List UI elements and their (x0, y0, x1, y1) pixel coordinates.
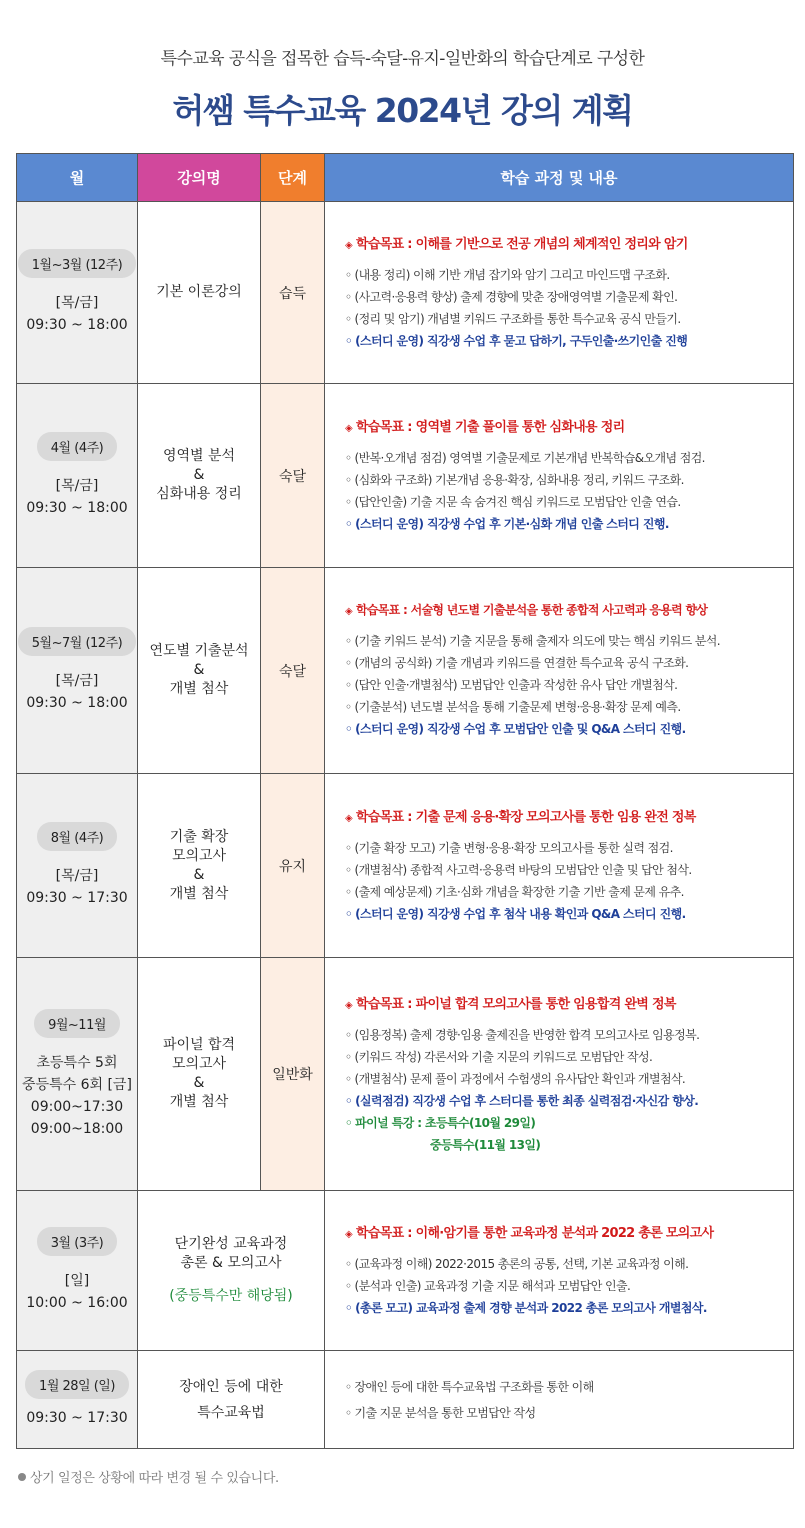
header-stage: 단계 (261, 154, 325, 202)
circle-bullet-icon: ◦ (345, 1049, 352, 1064)
schedule-days: [목/금] (55, 868, 99, 884)
header-month: 월 (17, 154, 138, 202)
lecture-cell (138, 1351, 325, 1449)
circle-bullet-icon: ◦ (345, 1301, 353, 1315)
circle-bullet-icon: ◦ (345, 334, 353, 348)
schedule-time: 09:30 ~ 18:00 (26, 500, 128, 516)
study-item-text: (스터디 운영) 직강생 수업 후 기본·심화 개념 인출 스터디 진행. (355, 517, 669, 531)
content-item-text: (사고력·응용력 향상) 출제 경향에 맞춘 장애영역별 기출문제 확인. (354, 290, 678, 304)
diamond-icon: ◈ (345, 1229, 352, 1240)
study-item (345, 718, 783, 740)
month-cell (17, 774, 138, 958)
table-row (17, 1351, 794, 1449)
content-item (345, 1046, 783, 1068)
table-row (17, 384, 794, 568)
content-item (345, 837, 783, 859)
final-lecture-text: 중등특수(11월 13일) (430, 1137, 541, 1152)
learning-goal (345, 416, 783, 435)
lecture-name: & (193, 662, 205, 678)
circle-bullet-icon: ◦ (345, 885, 352, 899)
schedule-time: 09:00~17:30 (30, 1098, 124, 1115)
lecture-plan-table (16, 153, 794, 1449)
page-subtitle: 특수교육 공식을 접목한 습득-숙달-유지-일반화의 학습단계로 구성한 (160, 49, 645, 69)
study-item-text: (스터디 운영) 직강생 수업 후 첨삭 내용 확인과 Q&A 스터디 진행. (355, 907, 686, 921)
schedule-time: 10:00 ~ 16:00 (26, 1295, 128, 1311)
month-cell (17, 568, 138, 774)
bullet-dot-icon (18, 1473, 26, 1481)
learning-goal (345, 1222, 783, 1241)
period-pill: 3월 (3주) (37, 1227, 117, 1256)
content-item (345, 1275, 783, 1297)
lecture-name: 장애인 등에 대한 (179, 1378, 283, 1395)
stage-cell: 일반화 (261, 958, 325, 1191)
content-item-text: 장애인 등에 대한 특수교육법 구조화를 통한 이해 (354, 1379, 594, 1394)
header-content: 학습 과정 및 내용 (325, 154, 794, 202)
content-cell (325, 384, 794, 568)
month-cell (17, 1351, 138, 1449)
study-item-text: (실력점검) 직강생 수업 후 스터디를 통한 최종 실력점검·자신감 향상. (355, 1093, 699, 1108)
content-item-text: (개념의 공식화) 기출 개념과 키워드를 연결한 특수교육 공식 구조화. (354, 656, 689, 670)
content-cell (325, 1351, 794, 1449)
lecture-name: 개별 첨삭 (169, 681, 229, 697)
lecture-note: (중등특수만 해당됨) (169, 1288, 293, 1304)
circle-bullet-icon: ◦ (345, 312, 352, 326)
content-item-text: (내용 정리) 이해 기반 개념 잡기와 암기 그리고 마인드맵 구조화. (354, 268, 670, 282)
schedule-time: 09:30 ~ 17:30 (26, 1410, 128, 1426)
final-lecture-item (345, 1112, 783, 1134)
content-cell (325, 774, 794, 958)
content-item (345, 469, 783, 491)
lecture-name: 총론 & 모의고사 (180, 1255, 282, 1271)
lecture-name: & (193, 866, 205, 883)
period-pill: 9월~11월 (34, 1009, 120, 1038)
circle-bullet-icon: ◦ (345, 1093, 353, 1108)
table-row (17, 202, 794, 384)
table-row (17, 568, 794, 774)
circle-bullet-icon: ◦ (345, 1071, 352, 1086)
study-item (345, 513, 783, 535)
study-item-text: (총론 모고) 교육과정 출제 경향 분석과 2022 총론 모의고사 개별첨삭. (355, 1301, 707, 1315)
learning-goal (345, 806, 783, 825)
content-item (345, 1024, 783, 1046)
content-item-text: (반복·오개념 점검) 영역별 기출문제로 기본개념 반복학습&오개념 점검. (354, 451, 705, 465)
diamond-icon: ◈ (345, 423, 352, 434)
content-cell (325, 958, 794, 1191)
content-item-text: (기출분석) 년도별 분석을 통해 기출문제 변형·응용·확장 문제 예측. (354, 700, 681, 714)
content-item (345, 1374, 783, 1400)
content-item-text: (정리 및 암기) 개념별 키워드 구조화를 통한 특수교육 공식 만들기. (354, 312, 681, 326)
circle-bullet-icon: ◦ (345, 1257, 352, 1271)
page-title: 허쌤 특수교육 2024년 강의 계획 (172, 91, 633, 130)
circle-bullet-icon: ◦ (345, 863, 352, 877)
schedule-days: [목/금] (55, 295, 99, 311)
circle-bullet-icon: ◦ (345, 700, 352, 714)
study-item (345, 1090, 783, 1112)
page-header (0, 0, 805, 152)
schedule-days: [목/금] (55, 478, 99, 494)
goal-text: 학습목표 : 이해·암기를 통한 교육과정 분석과 2022 총론 모의고사 (356, 1226, 714, 1241)
content-item-text: (출제 예상문제) 기초·심화 개념을 확장한 기출 기반 출제 문제 유추. (354, 885, 684, 899)
content-item-text: (기출 키워드 분석) 기출 지문을 통해 출제자 의도에 맞는 핵심 키워드 분석. (354, 634, 720, 648)
content-item-text: (심화와 구조화) 기본개념 응용·확장, 심화내용 정리, 키워드 구조화. (354, 473, 684, 487)
study-item-text: (스터디 운영) 직강생 수업 후 묻고 답하기, 구두인출·쓰기인출 진행 (355, 334, 688, 348)
schedule-time: 09:30 ~ 17:30 (26, 890, 128, 906)
lecture-name: 연도별 기출분석 (149, 643, 249, 659)
stage-cell: 숙달 (261, 384, 325, 568)
lecture-name: 특수교육법 (197, 1404, 265, 1421)
circle-bullet-icon: ◦ (345, 517, 353, 531)
lecture-name: 기출 확장 (169, 828, 229, 845)
final-lecture-text: 파이널 특강 : 초등특수(10월 29일) (355, 1115, 536, 1130)
goal-text: 학습목표 : 이해를 기반으로 전공 개념의 체계적인 정리와 암기 (356, 237, 688, 252)
goal-text: 학습목표 : 파이널 합격 모의고사를 통한 임용합격 완벽 정복 (356, 996, 676, 1012)
circle-bullet-icon: ◦ (345, 634, 352, 648)
lecture-name: 개별 첨삭 (169, 1094, 229, 1110)
circle-bullet-icon: ◦ (345, 907, 353, 921)
table-row (17, 958, 794, 1191)
lecture-name: 모의고사 (171, 847, 227, 864)
diamond-icon: ◈ (345, 606, 352, 617)
circle-bullet-icon: ◦ (345, 678, 352, 692)
lecture-cell (138, 774, 261, 958)
content-item-text: (키워드 작성) 각론서와 기출 지문의 키워드로 모범답안 작성. (354, 1049, 653, 1064)
circle-bullet-icon: ◦ (345, 1027, 352, 1042)
lecture-name: & (193, 1075, 205, 1091)
content-item-text: (분석과 인출) 교육과정 기출 지문 해석과 모범답안 인출. (354, 1279, 631, 1293)
content-item (345, 1068, 783, 1090)
schedule-sessions: 중등특수 6회 [금] (22, 1076, 132, 1093)
schedule-sessions: 초등특수 5회 (36, 1054, 118, 1071)
content-item (345, 630, 783, 652)
circle-bullet-icon: ◦ (345, 290, 352, 304)
lecture-name: 모의고사 (171, 1056, 227, 1072)
lecture-cell (138, 958, 261, 1191)
lecture-name: 심화내용 정리 (156, 486, 242, 502)
study-item (345, 1297, 783, 1319)
study-item (345, 330, 783, 352)
lecture-name: 기본 이론강의 (156, 284, 242, 300)
period-pill: 8월 (4주) (37, 822, 117, 851)
stage-cell: 유지 (261, 774, 325, 958)
content-item (345, 674, 783, 696)
content-item-text: (기출 확장 모고) 기출 변형·응용·확장 모의고사를 통한 실력 점검. (354, 841, 673, 855)
final-lecture-item (345, 1134, 783, 1156)
learning-goal (345, 993, 783, 1012)
stage-cell: 습득 (261, 202, 325, 384)
content-cell (325, 1191, 794, 1351)
circle-bullet-icon: ◦ (345, 268, 352, 282)
circle-bullet-icon: ◦ (345, 1379, 352, 1394)
month-cell (17, 958, 138, 1191)
month-cell (17, 384, 138, 568)
lecture-name: 단기완성 교육과정 (174, 1236, 288, 1252)
content-item (345, 696, 783, 718)
content-item-text: 기출 지문 분석을 통한 모범답안 작성 (354, 1405, 536, 1420)
period-pill: 1월~3월 (12주) (18, 249, 136, 278)
lecture-name: 파이널 합격 (162, 1037, 236, 1053)
study-item-text: (스터디 운영) 직강생 수업 후 모범답안 인출 및 Q&A 스터디 진행. (355, 722, 686, 736)
content-item (345, 881, 783, 903)
schedule-time: 09:00~18:00 (30, 1120, 124, 1137)
footnote-text: 상기 일정은 상황에 따라 변경 될 수 있습니다. (30, 1471, 279, 1486)
circle-bullet-icon: ◦ (345, 722, 353, 736)
content-item (345, 1253, 783, 1275)
circle-bullet-icon: ◦ (345, 451, 352, 465)
lecture-cell (138, 1191, 325, 1351)
study-item (345, 903, 783, 925)
content-item (345, 1400, 783, 1426)
footnote (18, 1467, 279, 1486)
content-item-text: (답안 인출·개별첨삭) 모범답안 인출과 작성한 유사 답안 개별첨삭. (354, 678, 678, 692)
circle-bullet-icon: ◦ (345, 841, 352, 855)
learning-goal (345, 601, 783, 618)
content-item (345, 491, 783, 513)
content-item (345, 264, 783, 286)
content-item (345, 447, 783, 469)
lecture-cell (138, 202, 261, 384)
learning-goal (345, 233, 783, 252)
circle-bullet-icon: ◦ (345, 1115, 353, 1130)
circle-bullet-icon: ◦ (345, 495, 352, 509)
period-pill: 5월~7월 (12주) (18, 627, 136, 656)
goal-text: 학습목표 : 영역별 기출 풀이를 통한 심화내용 정리 (356, 420, 625, 435)
content-item (345, 652, 783, 674)
schedule-time: 09:30 ~ 18:00 (26, 695, 128, 711)
table-row (17, 1191, 794, 1351)
diamond-icon: ◈ (345, 999, 352, 1011)
content-item-text: (개별첨삭) 문제 풀이 과정에서 수험생의 유사답안 확인과 개별첨삭. (354, 1071, 686, 1086)
schedule-days: [일] (64, 1273, 90, 1289)
circle-bullet-icon: ◦ (345, 1405, 352, 1420)
table-row (17, 774, 794, 958)
lecture-name: & (193, 467, 205, 483)
circle-bullet-icon: ◦ (345, 473, 352, 487)
diamond-icon: ◈ (345, 813, 352, 824)
content-cell (325, 202, 794, 384)
schedule-days: [목/금] (55, 673, 99, 689)
content-item-text: (답안인출) 기출 지문 속 숨겨진 핵심 키워드로 모범답안 인출 연습. (354, 495, 681, 509)
lecture-cell (138, 384, 261, 568)
content-item (345, 859, 783, 881)
diamond-icon: ◈ (345, 240, 352, 251)
lecture-name: 영역별 분석 (162, 448, 236, 464)
period-pill: 1월 28일 (일) (25, 1370, 129, 1399)
month-cell (17, 202, 138, 384)
table-header-row (17, 154, 794, 202)
circle-bullet-icon: ◦ (345, 1279, 352, 1293)
stage-cell: 숙달 (261, 568, 325, 774)
circle-bullet-icon: ◦ (345, 656, 352, 670)
content-item-text: (임용정복) 출제 경향·임용 출제진을 반영한 합격 모의고사로 임용정복. (354, 1027, 700, 1042)
goal-text: 학습목표 : 서술형 년도별 기출분석을 통한 종합적 사고력과 응용력 향상 (356, 603, 708, 617)
content-item (345, 308, 783, 330)
period-pill: 4월 (4주) (37, 432, 117, 461)
lecture-name: 개별 첨삭 (169, 885, 229, 902)
content-item (345, 286, 783, 308)
header-lecture: 강의명 (138, 154, 261, 202)
lecture-cell (138, 568, 261, 774)
goal-text: 학습목표 : 기출 문제 응용·확장 모의고사를 통한 임용 완전 정복 (356, 810, 696, 825)
content-cell (325, 568, 794, 774)
month-cell (17, 1191, 138, 1351)
content-item-text: (개별첨삭) 종합적 사고력·응용력 바탕의 모범답안 인출 및 답안 첨삭. (354, 863, 692, 877)
content-item-text: (교육과정 이해) 2022·2015 총론의 공통, 선택, 기본 교육과정 이해. (354, 1257, 689, 1271)
schedule-time: 09:30 ~ 18:00 (26, 317, 128, 333)
